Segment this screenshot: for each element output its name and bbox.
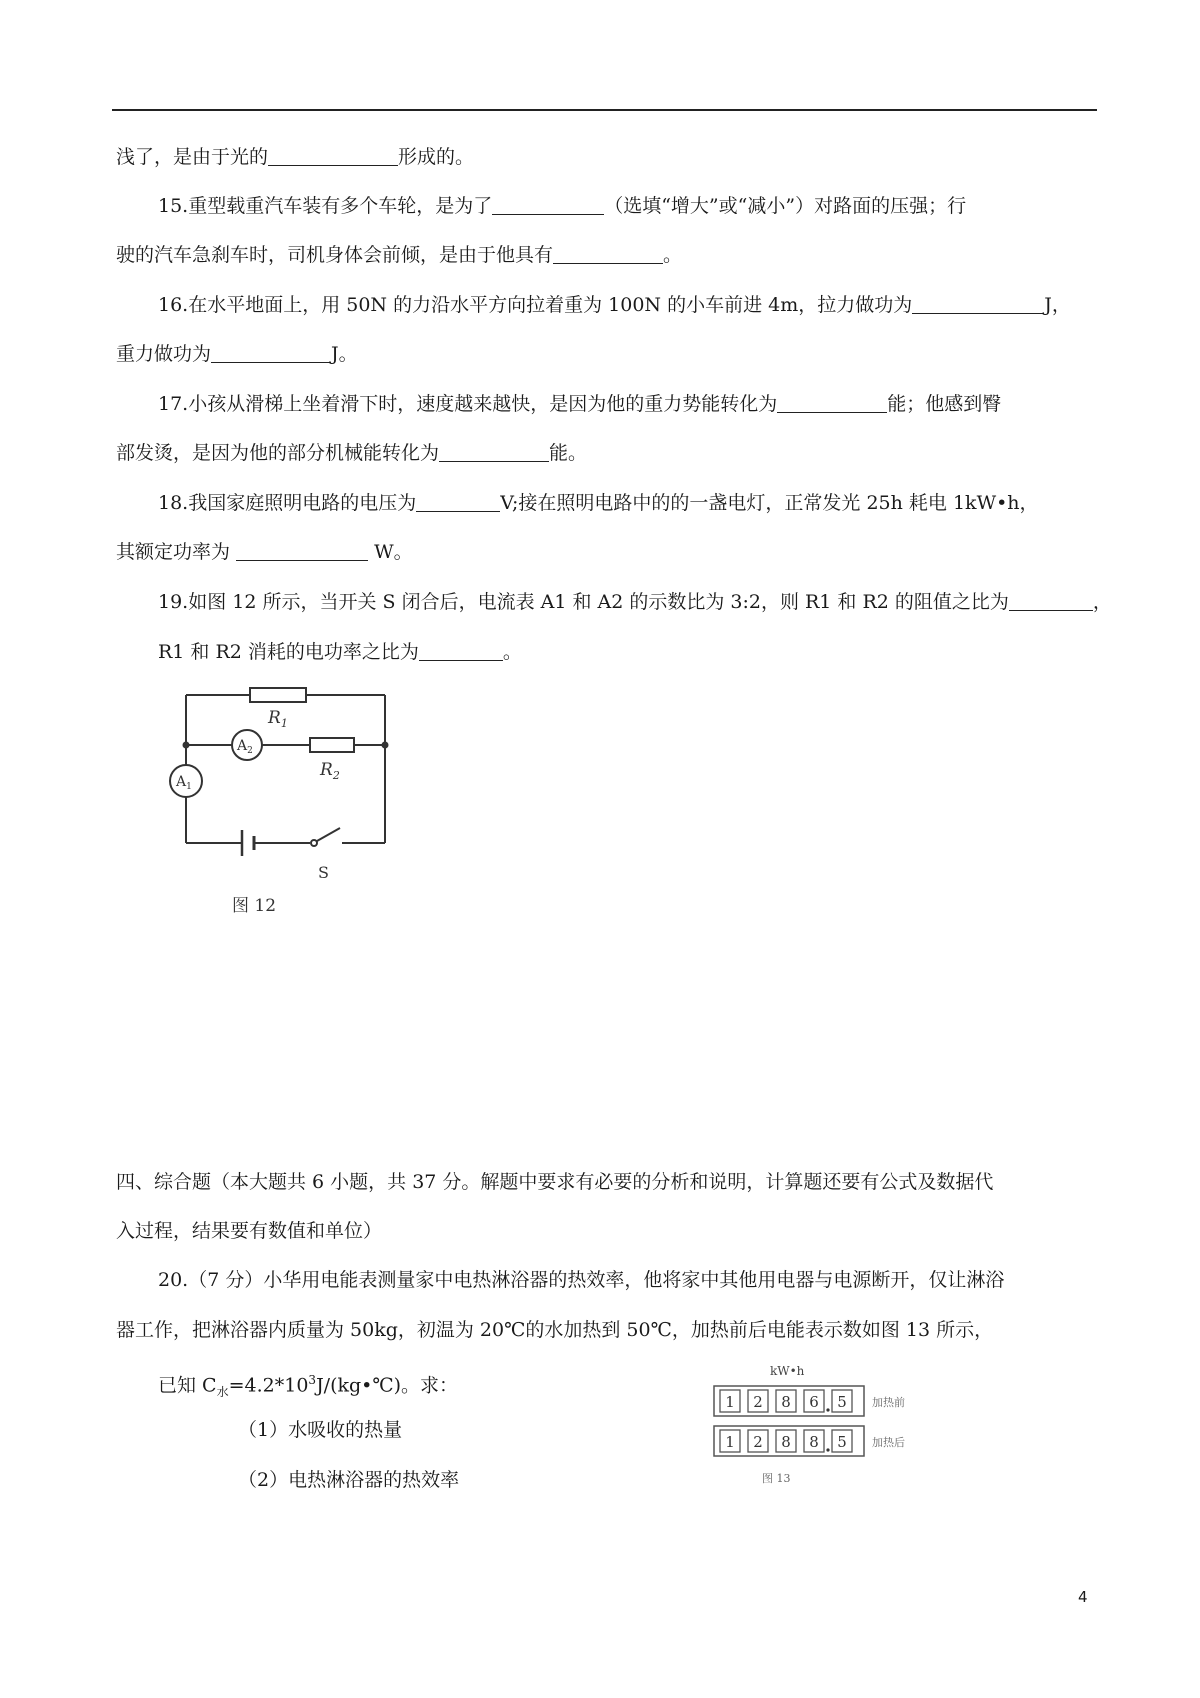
q15-text-1: 15.重型载重汽车装有多个车轮，是为了	[158, 195, 493, 217]
q14-text-2: 形成的。	[398, 146, 475, 168]
meter-before-digits	[720, 1390, 852, 1412]
q20-line-1	[158, 1268, 1004, 1292]
q16-blank-2[interactable]	[211, 342, 331, 363]
q19-line-2	[158, 640, 522, 664]
page-number: 4	[1078, 1588, 1088, 1606]
meter-diagram-fig13	[710, 1360, 920, 1500]
q17-text-4: 能。	[549, 442, 588, 464]
q15-text-2: （选填“增大”或“减小”）对路面的压强；行	[604, 195, 967, 217]
q20-sub-2	[238, 1468, 459, 1492]
meter-after-digit: 8	[781, 1433, 791, 1451]
q16-text-4: J。	[331, 343, 358, 365]
q15-text-3: 驶的汽车急刹车时，司机身体会前倾，是由于他具有	[116, 244, 554, 266]
q20-line-3	[158, 1368, 458, 1404]
q17-text-3: 部发烫，是因为他的部分机械能转化为	[116, 442, 440, 464]
q19-line-1	[158, 590, 1112, 614]
q20-text-1: 20.（7 分）小华用电能表测量家中电热淋浴器的热效率，他将家中其他用电器与电源断开，仅让淋浴	[158, 1269, 1005, 1291]
q20-text-3c: J/(kg•℃)。求：	[316, 1374, 459, 1397]
meter-before-digit: 2	[753, 1393, 763, 1411]
q20-subquestion-1: （1）水吸收的热量	[238, 1419, 403, 1441]
q20-sub-1	[238, 1418, 402, 1442]
section4-line-2	[116, 1219, 382, 1243]
q15-text-4: 。	[663, 244, 683, 266]
fig12-caption: 图 12	[232, 896, 277, 915]
q17-blank-2[interactable]	[439, 441, 549, 462]
q17-line-1	[158, 392, 1001, 416]
q19-text-2: ，	[1092, 591, 1112, 613]
q16-line-2	[116, 342, 358, 366]
q18-text-2: V;接在照明电路中的的一盏电灯，正常发光 25h 耗电 1kW•h，	[500, 492, 1039, 514]
meter-before-digit: 8	[781, 1393, 791, 1411]
q17-text-2: 能；他感到臀	[887, 393, 1002, 415]
q18-text-4: W。	[374, 541, 413, 563]
q16-text-2: J，	[1044, 294, 1071, 316]
q20-text-3sup: 3	[308, 1373, 317, 1387]
q16-text-1: 16.在水平地面上，用 50N 的力沿水平方向拉着重为 100N 的小车前进 4m，拉力做功为	[158, 294, 913, 316]
q17-line-2	[116, 441, 587, 465]
q19-blank-2[interactable]	[419, 640, 503, 661]
meter-before-digit: 6	[809, 1393, 819, 1411]
q20-subquestion-2: （2）电热淋浴器的热效率	[238, 1469, 460, 1491]
q20-text-3b: =4.2*10	[228, 1374, 309, 1397]
fig13-caption: 图 13	[762, 1472, 791, 1485]
q20-text-3a: 已知 C	[158, 1374, 217, 1397]
q16-text-3: 重力做功为	[116, 343, 212, 365]
resistor-r1	[250, 688, 306, 702]
q15-blank-1[interactable]	[492, 194, 604, 215]
q20-line-2	[116, 1318, 993, 1342]
header-rule	[112, 109, 1097, 111]
q15-blank-2[interactable]	[553, 243, 663, 264]
q16-blank-1[interactable]	[912, 293, 1044, 314]
meter-after-digit: 5	[837, 1433, 847, 1451]
q19-text-4: 。	[502, 641, 522, 663]
meter-after-digits	[720, 1430, 852, 1452]
q20-text-2: 器工作，把淋浴器内质量为 50kg，初温为 20℃的水加热到 50℃，加热前后电能表示数如图 13 所示，	[116, 1319, 994, 1341]
q20-text-3sub: 水	[216, 1385, 229, 1400]
section4-heading-1: 四、综合题（本大题共 6 小题，共 37 分。解题中要求有必要的分析和说明，计算题还要有公式及数据代	[116, 1171, 994, 1193]
meter-after-digit: 8	[809, 1433, 819, 1451]
meter-after-digit: 2	[753, 1433, 763, 1451]
label-r2: $R_2$	[320, 760, 340, 782]
q14-line	[116, 145, 474, 169]
q14-text-1: 浅了，是由于光的	[116, 146, 269, 168]
section4-line-1	[116, 1170, 993, 1194]
meter-before-decimal-point	[826, 1408, 829, 1411]
q19-text-1: 19.如图 12 所示，当开关 S 闭合后，电流表 A1 和 A2 的示数比为 3:2，则 R1 和 R2 的阻值之比为	[158, 591, 1009, 613]
q18-blank-2[interactable]	[236, 540, 368, 561]
meter-before-digit: 5	[837, 1393, 847, 1411]
q14-blank[interactable]	[268, 145, 398, 166]
meter-after-label: 加热后	[872, 1436, 905, 1449]
label-a2: $A_2$	[237, 738, 253, 756]
section4-heading-2: 入过程，结果要有数值和单位）	[116, 1220, 383, 1242]
q15-line-1	[158, 194, 966, 218]
meter-before-label: 加热前	[872, 1396, 905, 1409]
label-switch: S	[318, 863, 329, 882]
q18-text-1: 18.我国家庭照明电路的电压为	[158, 492, 417, 514]
q16-line-1	[158, 293, 1071, 317]
q18-line-2	[116, 540, 413, 564]
meter-after-decimal-point	[826, 1448, 829, 1451]
meter-before-digit: 1	[725, 1393, 735, 1411]
meter-unit: kW•h	[770, 1364, 805, 1378]
q18-blank-1[interactable]	[416, 491, 500, 512]
meter-after-digit: 1	[725, 1433, 735, 1451]
label-r1: $R_1$	[268, 708, 288, 730]
resistor-r2	[310, 738, 354, 752]
q17-text-1: 17.小孩从滑梯上坐着滑下时，速度越来越快，是因为他的重力势能转化为	[158, 393, 778, 415]
q18-text-3: 其额定功率为	[116, 541, 231, 563]
q17-blank-1[interactable]	[777, 392, 887, 413]
circuit-diagram-fig12	[150, 675, 410, 915]
q18-line-1	[158, 491, 1039, 515]
q19-blank-1[interactable]	[1009, 590, 1093, 611]
label-a1: $A_1$	[176, 774, 192, 792]
q15-line-2	[116, 243, 682, 267]
q19-text-3: R1 和 R2 消耗的电功率之比为	[158, 641, 419, 663]
